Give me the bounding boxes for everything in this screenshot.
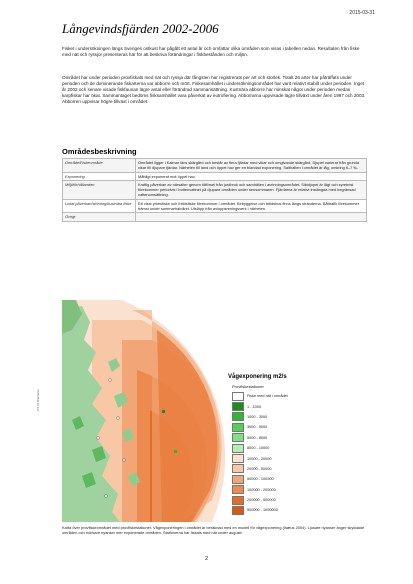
page-number: 2 — [204, 556, 209, 562]
legend-swatch — [232, 433, 244, 442]
row-label: Lokal påverkan/störning/kustnära fiske — [63, 199, 136, 213]
row-value: Området ligger i Kalmar läns skärgård och består av flera fjärdar med vikar och omgivande skärgård. Djupet varierar från grunda vikar till djupare fjärdar. Närheten till land och öppet hav ger en blandad exponering. Salthalten i området är låg, omkring 6–7 ‰. — [136, 159, 367, 173]
legend-swatch — [232, 454, 244, 463]
row-label: Område/Fiskeområde — [63, 159, 136, 173]
map-graphic — [62, 300, 368, 522]
row-label: Övrigt — [63, 213, 136, 221]
legend-label: 3000 - 5000 — [247, 425, 268, 430]
legend-label: 200000 - 500000 — [247, 498, 276, 503]
row-value: Kraftig påverkan av närsalter genom tillförsel från jordbruk och samhällen i avrinningsområdet. Siktdjupet är lågt och syrebrist förekommer periodvis i bottenvattnet på djupare områden under sensommaren. Fjärdarna är relativt instängda med begränsad vattenomsättning. — [136, 180, 367, 199]
map-caption: Karta över provfiskeområdet med provfiskestationer. Vågexponeringen i området är beräknad med en modell för vågexponering (Isæus 2004). Ljusare nyanser anger skyddade områden och mörkare nyanser mer exponerade områden. Stationerna har fiskats med nät under augusti. — [62, 525, 365, 536]
intro-paragraph-2: Området har under perioden provfiskats med nät och ryssja där fångsten har registrerats per art och storlek. Totalt 26 arter har påträffats under perioden och de dominerande fiskarterna var abborre och mört. Fiskesamhället i undersökningsområdet har varit relativt stabilt under perioden. Inget år 2002 och senare visade fiskfaunan lägre antal eller förändrad sammansättning. Kustnära abborre har minskat något under perioden medan karpfiskar har ökat. Sammantaget bedöms fisksamhället vara påverkat av eutrofiering. Abborrarna uppvisade lägre tillväxt under åren 1997 och 2003. Abborren uppvisar högre tillväxt i området. — [62, 75, 366, 105]
area-description-table — [62, 158, 367, 222]
legend-label: 10000 - 20000 — [247, 456, 272, 461]
legend-swatch — [232, 444, 244, 453]
legend-item — [232, 474, 288, 484]
legend-label: 5000 - 8000 — [247, 435, 268, 440]
map-scale-label: 0 5 10 Kilometer — [36, 389, 40, 411]
legend-label: 1 - 1000 — [247, 404, 261, 409]
intro-paragraph-1: Fisket i undersökningen längs Sveriges ostkust har pågått ett antal år och omfattar olika områden som visas i tabellen nedan. Resultaten från fiske med nät och ryssjor presenteras här för att beskriva förändringar i fiskbestånden och miljön. — [62, 46, 360, 58]
legend-label: 1000 - 3000 — [247, 414, 268, 419]
legend-item — [232, 485, 288, 495]
legend-label: 8000 - 10000 — [247, 446, 270, 451]
section-heading: Områdesbeskrivning — [62, 147, 137, 156]
legend-subtitle: Provfiskestationer — [232, 384, 264, 389]
legend-item — [232, 412, 288, 422]
legend-swatch — [232, 423, 244, 432]
page-title: Långevindsfjärden 2002-2006 — [62, 21, 219, 36]
legend-item — [232, 453, 288, 463]
legend-item — [232, 495, 288, 505]
legend-swatch — [232, 464, 244, 473]
table-row — [63, 180, 367, 199]
legend-item — [232, 505, 288, 515]
legend-swatch — [232, 392, 244, 401]
row-value: Måttligt exponerat mot öppet hav. — [136, 172, 367, 180]
legend-swatch — [232, 506, 244, 515]
legend-label: Fiske med nät i området — [247, 394, 288, 399]
row-label: Exponering — [63, 172, 136, 180]
legend-item — [232, 422, 288, 432]
row-value: Ett visst yrkesfiske och fritidsfiske förekommer i området. Bebyggelse och fritidshus finns längs stränderna. Båttrafik förekommer främst under sommarhalvåret. Utsläpp från avloppsreningsverk i närheten. — [136, 199, 367, 213]
legend-item — [232, 464, 288, 474]
table-row — [63, 213, 367, 221]
table-row — [63, 199, 367, 213]
exposure-map — [62, 300, 368, 522]
legend-title: Vågexponering m2/s — [228, 374, 287, 380]
table-row — [63, 159, 367, 173]
legend-item — [232, 443, 288, 453]
legend-label: 100000 - 200000 — [247, 487, 276, 492]
page-date: 2015-03-31 — [349, 10, 375, 16]
legend-label: 20000 - 50000 — [247, 466, 272, 471]
legend-item — [232, 401, 288, 411]
legend-item — [232, 391, 288, 401]
legend-label: 50000 - 100000 — [247, 477, 274, 482]
legend-swatch — [232, 412, 244, 421]
legend-label: 500000 - 1000000 — [247, 508, 278, 513]
legend-swatch — [232, 496, 244, 505]
legend-list — [232, 391, 288, 516]
legend-swatch — [232, 475, 244, 484]
row-label: Miljöförhållanden — [63, 180, 136, 199]
row-value — [136, 213, 367, 221]
legend-item — [232, 433, 288, 443]
legend-swatch — [232, 485, 244, 494]
legend-swatch — [232, 402, 244, 411]
table-row — [63, 172, 367, 180]
